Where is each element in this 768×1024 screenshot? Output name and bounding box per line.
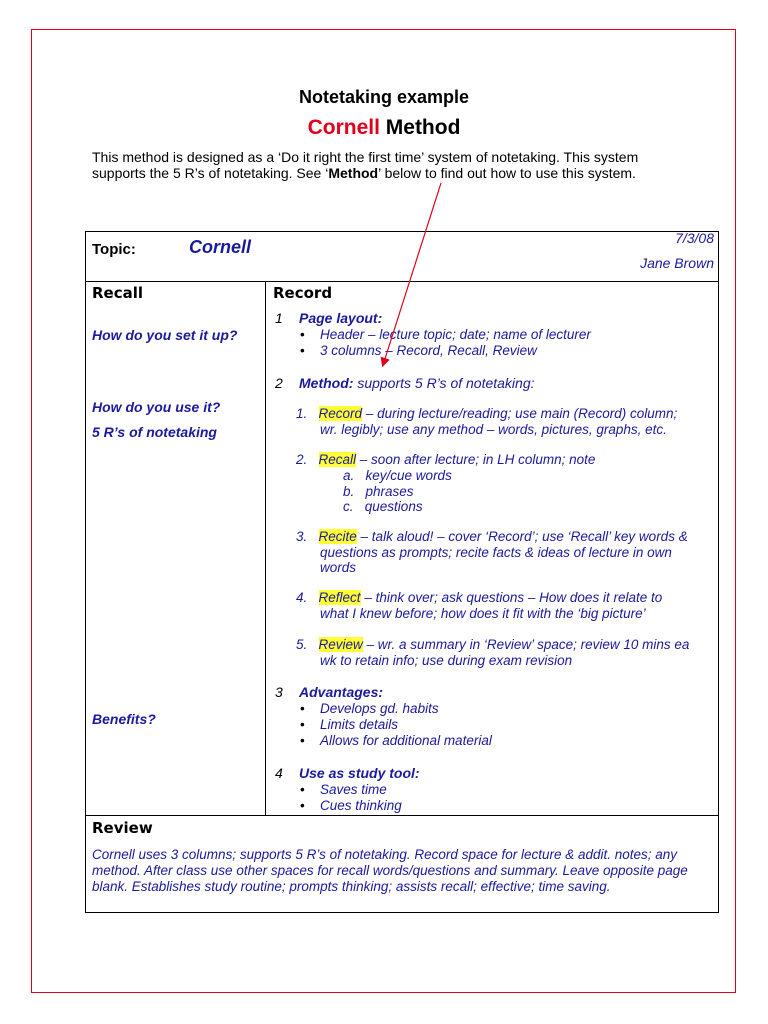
intro-bold: Method [328, 165, 379, 181]
recall-heading: Recall [92, 284, 144, 302]
section-num: 1 [275, 310, 283, 326]
highlight: Recite [318, 529, 357, 544]
recall-cue-5rs: 5 R’s of notetaking [92, 424, 217, 440]
recall-cue-benefits: Benefits? [92, 711, 156, 727]
sub-text: key/cue words [365, 468, 452, 483]
step-line: questions as prompts; recite facts & ideas of lecture in own [320, 545, 672, 560]
list-item: • 3 columns – Record, Recall, Review [320, 343, 537, 358]
review-heading: Review [92, 819, 153, 837]
step-num: 1. [296, 406, 308, 421]
record-heading: Record [273, 284, 333, 302]
step-line: words [320, 560, 357, 575]
section-num: 3 [275, 684, 283, 700]
list-item: • Cues thinking [320, 798, 402, 813]
step-line: what I knew before; how does it fit with the ‘big picture’ [320, 606, 646, 621]
section-title: Advantages: [299, 684, 384, 700]
review-summary: Cornell uses 3 columns; supports 5 R’s of notetaking. Record space for lecture & addit. notes; any method. After class use other spaces for recall words/questions and summary. Leave opposite page blank. Establishes study routine; prompts thinking; assists recall; effective; time saving. [92, 847, 688, 894]
recall-cue-use: How do you use it? [92, 399, 221, 415]
step-num: 3. [296, 529, 308, 544]
arrow-line [383, 183, 441, 365]
highlight: Recall [318, 452, 357, 467]
step-line: – talk aloud! – cover ‘Record’; use ‘Recall’ key words & [356, 529, 688, 544]
step-line: – think over; ask questions – How does it relate to [360, 590, 663, 605]
step-num: 5. [296, 637, 308, 652]
sub-num: b. [343, 484, 355, 499]
highlight: Record [318, 406, 363, 421]
sub-num: a. [343, 468, 355, 483]
topic-label: Topic: [92, 241, 136, 258]
list-item: • Saves time [320, 782, 387, 797]
section-rest: supports 5 R’s of notetaking: [353, 375, 535, 391]
topic-value: Cornell [189, 237, 252, 257]
list-item: • Allows for additional material [320, 733, 492, 748]
sub-text: questions [364, 499, 423, 514]
step-num: 2. [296, 452, 308, 467]
step-line: – soon after lecture; in LH column; note [356, 452, 596, 467]
step-line: – during lecture/reading; use main (Record) column; [362, 406, 678, 421]
section-title: Method: [299, 375, 354, 391]
intro-part2: ’ below to find out how to use this system. [378, 165, 636, 181]
list-item: • Develops gd. habits [320, 701, 439, 716]
highlight: Review [318, 637, 363, 652]
step-num: 4. [296, 590, 308, 605]
step-line: wr. legibly; use any method – words, pictures, graphs, etc. [320, 422, 667, 437]
section-num: 2 [275, 375, 283, 391]
list-item: • Header – lecture topic; date; name of lecturer [320, 327, 591, 342]
list-item: • Limits details [320, 717, 398, 732]
date: 7/3/08 [675, 230, 714, 246]
subtitle-red: Cornell [307, 116, 380, 139]
section-title: Use as study tool: [299, 765, 420, 781]
intro-part1: This method is designed as a ‘Do it right the first time’ system of notetaking. This system supports the 5 R’s of notetaking. See ‘ [92, 149, 639, 181]
step-line: wk to retain info; use during exam revision [320, 653, 573, 668]
page-title: Notetaking example [298, 87, 470, 107]
sub-text: phrases [365, 484, 414, 499]
section-num: 4 [275, 765, 283, 781]
recall-cue-setup: How do you set it up? [92, 327, 238, 343]
highlight: Reflect [318, 590, 361, 605]
step-line: – wr. a summary in ‘Review’ space; review 10 mins ea [362, 637, 690, 652]
subtitle-black: Method [385, 116, 461, 139]
sub-num: c. [343, 499, 354, 514]
author: Jane Brown [640, 255, 714, 271]
section-title: Page layout: [299, 310, 383, 326]
